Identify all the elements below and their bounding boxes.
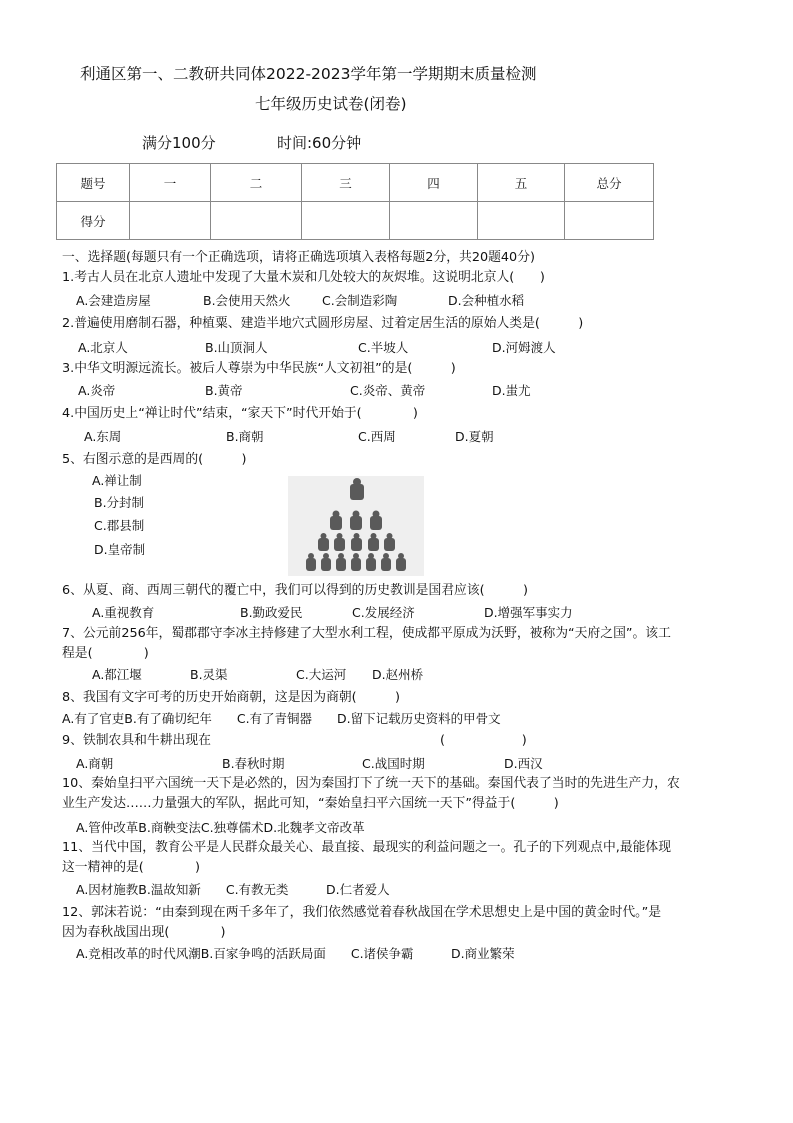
question-5-option-c[interactable]: C.郡县制 — [94, 518, 145, 533]
question-3-option-a[interactable]: A.炎帝 — [78, 383, 116, 398]
question-6-stem: 6、从夏、商、西周三朝代的覆亡中，我们可以得到的历史教训是国君应该( ) — [62, 583, 529, 598]
score-table — [56, 163, 654, 240]
score-input-cell[interactable] — [390, 202, 478, 240]
question-2-option-d[interactable]: D.河姆渡人 — [492, 340, 556, 355]
exam-time: 时间:60分钟 — [277, 134, 362, 152]
question-4-option-d[interactable]: D.夏朝 — [455, 429, 494, 444]
question-6-option-c[interactable]: C.发展经济 — [352, 605, 415, 620]
question-6-option-b[interactable]: B.勤政爱民 — [240, 605, 303, 620]
question-7-stem-line1: 7、公元前256年，蜀郡郡守李冰主持修建了大型水利工程，使成都平原成为沃野，被称为“天府之国”。该工 — [62, 626, 671, 641]
question-9-option-b[interactable]: B.春秋时期 — [222, 756, 285, 771]
question-9-answer-blank[interactable]: ( ) — [440, 733, 527, 748]
exam-title: 利通区第一、二教研共同体2022-2023学年第一学期期末质量检测 — [80, 65, 537, 83]
feudal-pyramid-illustration — [288, 476, 424, 576]
question-10-stem-line2: 业生产发达……力量强大的军队，据此可知，“秦始皇扫平六国统一天下”得益于( ) — [62, 796, 559, 811]
table-cell: 二 — [211, 164, 302, 202]
question-1-option-a[interactable]: A.会建造房屋 — [76, 293, 151, 308]
question-7-option-c[interactable]: C.大运河 — [296, 667, 347, 682]
question-3-stem: 3.中华文明源远流长。被后人尊崇为中华民族“人文初祖”的是( ) — [62, 361, 456, 376]
question-7-option-d[interactable]: D.赵州桥 — [372, 667, 424, 682]
table-cell: 五 — [478, 164, 565, 202]
question-5-option-d[interactable]: D.皇帝制 — [94, 542, 146, 557]
question-11-stem-line1: 11、当代中国，教育公平是人民群众最关心、最直接、最现实的利益问题之一。孔子的下列观点中,最能体现 — [62, 840, 672, 855]
score-input-cell[interactable] — [130, 202, 211, 240]
pyramid-figures-icon — [288, 476, 424, 576]
question-12-options[interactable]: A.竞相改革的时代风潮B.百家争鸣的活跃局面 C.诸侯争霸 D.商业繁荣 — [76, 946, 515, 961]
question-2-option-c[interactable]: C.半坡人 — [358, 340, 409, 355]
question-9-option-a[interactable]: A.商朝 — [76, 756, 114, 771]
question-2-option-b[interactable]: B.山顶洞人 — [205, 340, 268, 355]
question-7-option-a[interactable]: A.都江堰 — [92, 667, 142, 682]
question-9-option-c[interactable]: C.战国时期 — [362, 756, 425, 771]
section-heading: 一、选择题(每题只有一个正确选项，请将正确选项填入表格每题2分，共20题40分) — [62, 250, 535, 265]
table-cell: 四 — [390, 164, 478, 202]
question-11-stem-line2: 这一精神的是( ) — [62, 860, 200, 875]
question-12-stem-line1: 12、郭沫若说：“由秦到现在两千多年了，我们依然感觉着春秋战国在学术思想史上是中国的黄金时代。”是 — [62, 905, 662, 920]
table-cell: 总分 — [565, 164, 654, 202]
question-9-stem: 9、铁制农具和牛耕出现在 — [62, 733, 211, 748]
question-1-option-d[interactable]: D.会种植水稻 — [448, 293, 525, 308]
question-6-option-a[interactable]: A.重视教育 — [92, 605, 155, 620]
question-3-option-b[interactable]: B.黄帝 — [205, 383, 243, 398]
question-7-stem-line2: 程是( ) — [62, 646, 149, 661]
question-12-stem-line2: 因为春秋战国出现( ) — [62, 925, 226, 940]
question-3-option-c[interactable]: C.炎帝、黄帝 — [350, 383, 426, 398]
score-table-score-row — [57, 202, 654, 240]
question-1-option-b[interactable]: B.会使用天然火 — [203, 293, 291, 308]
score-input-cell[interactable] — [211, 202, 302, 240]
score-input-cell[interactable] — [302, 202, 390, 240]
question-11-options[interactable]: A.因材施教B.温故知新 C.有教无类 D.仁者爱人 — [76, 882, 390, 897]
question-7-option-b[interactable]: B.灵渠 — [190, 667, 228, 682]
score-input-cell[interactable] — [478, 202, 565, 240]
table-cell: 题号 — [57, 164, 130, 202]
question-4-option-c[interactable]: C.西周 — [358, 429, 396, 444]
question-2-stem: 2.普遍使用磨制石器，种植粟、建造半地穴式圆形房屋、过着定居生活的原始人类是( ) — [62, 316, 584, 331]
question-4-option-b[interactable]: B.商朝 — [226, 429, 264, 444]
table-cell: 得分 — [57, 202, 130, 240]
question-8-stem: 8、我国有文字可考的历史开始商朝，这是因为商朝( ) — [62, 690, 401, 705]
question-6-option-d[interactable]: D.增强军事实力 — [484, 605, 573, 620]
question-8-options[interactable]: A.有了官吏B.有了确切纪年 C.有了青铜器 D.留下记载历史资料的甲骨文 — [62, 711, 501, 726]
table-cell: 三 — [302, 164, 390, 202]
question-5-option-b[interactable]: B.分封制 — [94, 495, 145, 510]
question-4-option-a[interactable]: A.东周 — [84, 429, 122, 444]
table-cell: 一 — [130, 164, 211, 202]
question-2-option-a[interactable]: A.北京人 — [78, 340, 128, 355]
full-score: 满分100分 — [142, 134, 216, 152]
question-9-option-d[interactable]: D.西汉 — [504, 756, 543, 771]
score-table-header-row — [57, 164, 654, 202]
question-4-stem: 4.中国历史上“禅让时代”结束，“家天下”时代开始于( ) — [62, 406, 418, 421]
exam-subtitle: 七年级历史试卷(闭卷) — [255, 95, 407, 113]
question-5-option-a[interactable]: A.禅让制 — [92, 473, 142, 488]
question-1-option-c[interactable]: C.会制造彩陶 — [322, 293, 398, 308]
question-3-option-d[interactable]: D.蚩尤 — [492, 383, 531, 398]
question-10-options[interactable]: A.管仲改革B.商鞅变法C.独尊儒术D.北魏孝文帝改革 — [76, 820, 365, 835]
score-input-cell[interactable] — [565, 202, 654, 240]
question-10-stem-line1: 10、秦始皇扫平六国统一天下是必然的，因为秦国打下了统一天下的基础。秦国代表了当时的先进生产力，农 — [62, 776, 680, 791]
question-1-stem: 1.考古人员在北京人遗址中发现了大量木炭和几处较大的灰烬堆。这说明北京人( ) — [62, 270, 545, 285]
question-5-stem: 5、右图示意的是西周的( ) — [62, 452, 247, 467]
